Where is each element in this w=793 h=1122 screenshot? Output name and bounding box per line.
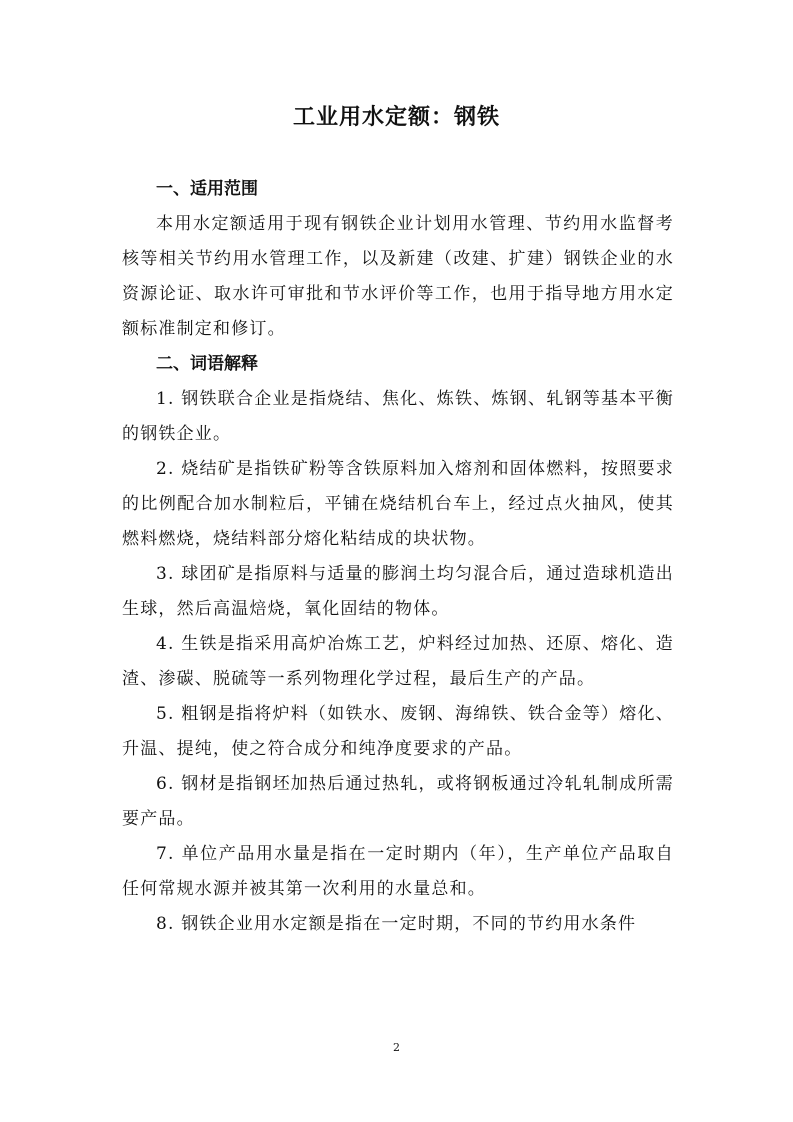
definition-item: 8. 钢铁企业用水定额是指在一定时期，不同的节约用水条件: [156, 914, 637, 934]
page-number: 2: [393, 1041, 400, 1054]
definition-item: 1. 钢铁联合企业是指烧结、焦化、炼铁、炼钢、轧钢等基本平衡的钢铁企业。: [122, 389, 674, 444]
definition-item: 4. 生铁是指采用高炉冶炼工艺，炉料经过加热、还原、熔化、造渣、渗碳、脱硫等一系列物理化学过程，最后生产的产品。: [122, 634, 674, 689]
section-heading-scope: 一、适用范围: [156, 179, 258, 199]
definition-item: 3. 球团矿是指原料与适量的膨润土均匀混合后，通过造球机造出生球，然后高温焙烧，氧化固结的物体。: [122, 564, 674, 619]
document-title: 工业用水定额：钢铁: [292, 105, 500, 130]
definition-item: 2. 烧结矿是指铁矿粉等含铁原料加入熔剂和固体燃料，按照要求的比例配合加水制粒后，平铺在烧结机台车上，经过点火抽风，使其燃料燃烧，烧结料部分熔化粘结成的块状物。: [122, 459, 674, 549]
definition-item: 5. 粗钢是指将炉料（如铁水、废钢、海绵铁、铁合金等）熔化、升温、提纯，使之符合成分和纯净度要求的产品。: [122, 704, 674, 759]
definition-item: 7. 单位产品用水量是指在一定时期内（年），生产单位产品取自任何常规水源并被其第一次利用的水量总和。: [122, 844, 674, 899]
definition-item: 6. 钢材是指钢坯加热后通过热轧，或将钢板通过冷轧轧制成所需要产品。: [122, 774, 674, 829]
document-body: [122, 172, 674, 942]
paragraph-scope: 本用水定额适用于现有钢铁企业计划用水管理、节约用水监督考核等相关节约用水管理工作，以及新建（改建、扩建）钢铁企业的水资源论证、取水许可审批和节水评价等工作，也用于指导地方用水定额标准制定和修订。: [122, 214, 674, 339]
section-heading-definitions: 二、词语解释: [156, 354, 258, 374]
